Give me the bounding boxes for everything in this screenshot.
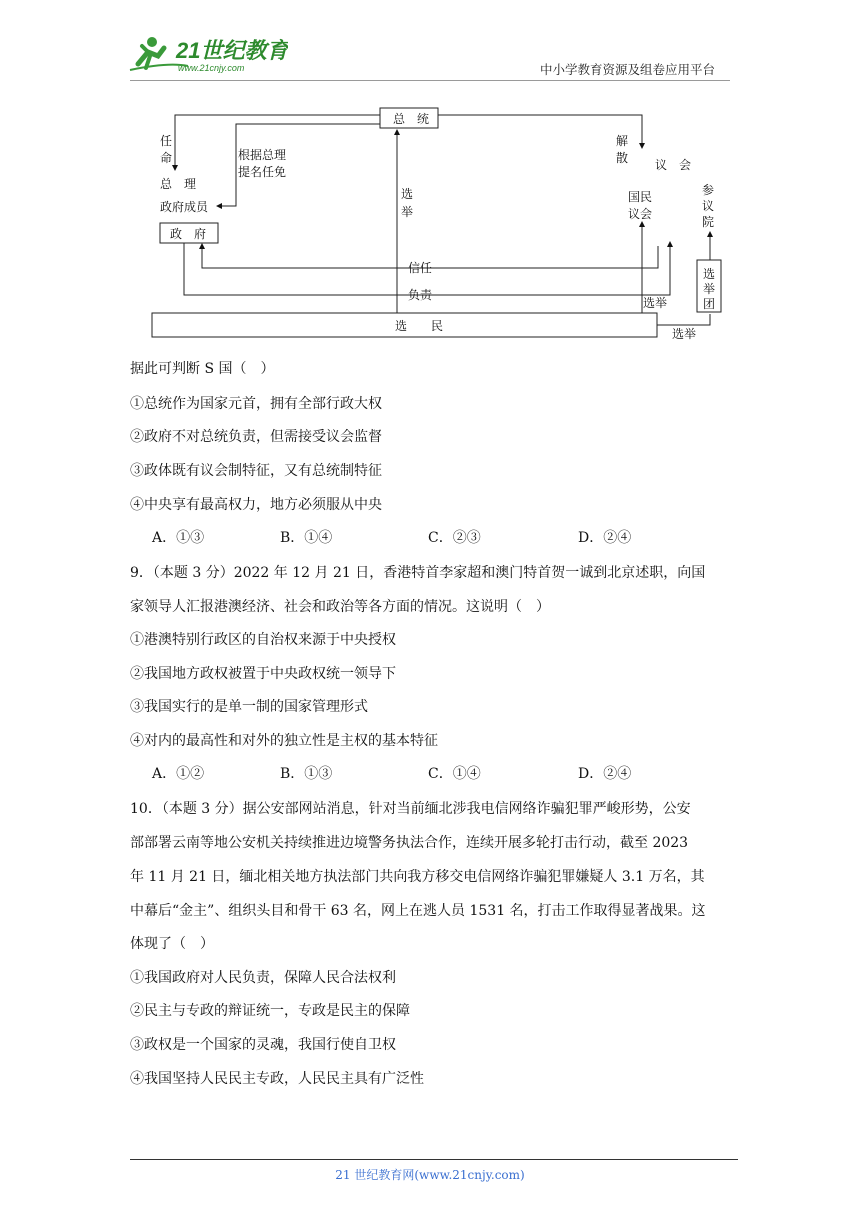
- elect-char-2: 举: [401, 205, 414, 219]
- logo-text: 21世纪教育: [176, 38, 288, 63]
- q9-item-2: ②我国地方政权被置于中央政权统一领导下: [130, 666, 396, 682]
- q8-item-1: ①总统作为国家元首，拥有全部行政大权: [130, 396, 382, 412]
- q10-item-2: ②民主与专政的辩证统一，专政是民主的保障: [130, 1003, 410, 1019]
- q8-option-b[interactable]: B．①④: [280, 530, 333, 546]
- electoral-college-char-3: 团: [703, 297, 716, 311]
- q9-item-4: ④对内的最高性和对外的独立性是主权的基本特征: [130, 733, 438, 749]
- electoral-college-char-2: 举: [703, 282, 716, 296]
- q8-item-3: ③政体既有议会制特征，又有总统制特征: [130, 463, 382, 479]
- q9-stem-line-1: 9．（本题 3 分）2022 年 12 月 21 日，香港特首李家超和澳门特首贺一诚到北京述职，向国: [130, 565, 706, 581]
- appoint-char-1: 任: [160, 134, 173, 148]
- q10-stem-line-2: 部部署云南等地公安机关持续推进边境警务执法合作，连续开展多轮打击行动，截至 2023: [130, 835, 689, 851]
- site-logo: [128, 34, 288, 76]
- government-structure-diagram: [140, 100, 740, 345]
- footer-divider: [130, 1159, 738, 1160]
- q9-option-d[interactable]: D．②④: [578, 766, 632, 782]
- senate-char-1: 参: [702, 183, 715, 197]
- responsible-label: 负责: [408, 288, 433, 302]
- logo-url: www.21cnjy.com: [178, 63, 245, 73]
- q10-item-3: ③政权是一个国家的灵魂，我国行使自卫权: [130, 1037, 396, 1053]
- q10-stem-line-3: 年 11 月 21 日，缅北相关地方执法部门共向我方移交电信网络诈骗犯罪嫌疑人 3.1 万名，其: [130, 869, 705, 885]
- q8-option-d[interactable]: D．②④: [578, 530, 632, 546]
- electoral-college-char-1: 选: [703, 267, 716, 281]
- government-label: 政 府: [170, 227, 207, 241]
- q10-stem-line-4: 中幕后“金主”、组织头目和骨干 63 名，网上在逃人员 1531 名，打击工作取得显著战果。这: [130, 903, 706, 919]
- q9-option-b[interactable]: B．①③: [280, 766, 333, 782]
- q8-item-4: ④中央享有最高权力，地方必须服从中央: [130, 497, 382, 513]
- pm-label: 总 理: [160, 177, 197, 191]
- senate-char-3: 院: [702, 215, 715, 229]
- q9-stem-line-2: 家领导人汇报港澳经济、社会和政治等各方面的情况。这说明（ ）: [130, 599, 550, 615]
- q8-item-2: ②政府不对总统负责，但需接受议会监督: [130, 429, 382, 445]
- q9-option-a[interactable]: A．①②: [152, 766, 205, 782]
- dissolve-char-1: 解: [616, 134, 629, 148]
- nominate-label-2: 提名任免: [238, 165, 287, 179]
- q9-item-3: ③我国实行的是单一制的国家管理形式: [130, 699, 368, 715]
- appoint-char-2: 命: [160, 151, 173, 165]
- q10-stem-line-5: 体现了（ ）: [130, 936, 214, 952]
- q8-option-a[interactable]: A．①③: [152, 530, 205, 546]
- q8-stem: 据此可判断 S 国（ ）: [130, 361, 275, 377]
- q10-item-1: ①我国政府对人民负责，保障人民合法权利: [130, 970, 396, 986]
- national-assembly-label-1: 国民: [628, 190, 653, 204]
- parliament-label: 议 会: [655, 158, 692, 172]
- elect-label-2: 选举: [672, 327, 697, 341]
- national-assembly-label-2: 议会: [628, 207, 653, 221]
- ministers-label: 政府成员: [160, 200, 209, 214]
- q9-item-1: ①港澳特别行政区的自治权来源于中央授权: [130, 632, 396, 648]
- senate-char-2: 议: [702, 199, 715, 213]
- nominate-label-1: 根据总理: [238, 148, 287, 162]
- header-platform-text: 中小学教育资源及组卷应用平台: [540, 62, 716, 77]
- q10-stem-line-1: 10．（本题 3 分）据公安部网站消息，针对当前缅北涉我电信网络诈骗犯罪严峻形势，公安: [130, 801, 691, 817]
- president-label: 总 统: [393, 112, 430, 126]
- header-divider: [130, 80, 730, 81]
- voters-label: 选 民: [395, 319, 444, 333]
- elect-label-1: 选举: [643, 296, 668, 310]
- dissolve-char-2: 散: [616, 151, 629, 165]
- footer-link[interactable]: 21 世纪教育网(www.21cnjy.com): [335, 1168, 525, 1182]
- q10-item-4: ④我国坚持人民民主专政，人民民主具有广泛性: [130, 1071, 424, 1087]
- trust-label: 信任: [408, 261, 433, 275]
- q9-option-c[interactable]: C．①④: [428, 766, 481, 782]
- elect-char-1: 选: [401, 187, 414, 201]
- q8-option-c[interactable]: C．②③: [428, 530, 481, 546]
